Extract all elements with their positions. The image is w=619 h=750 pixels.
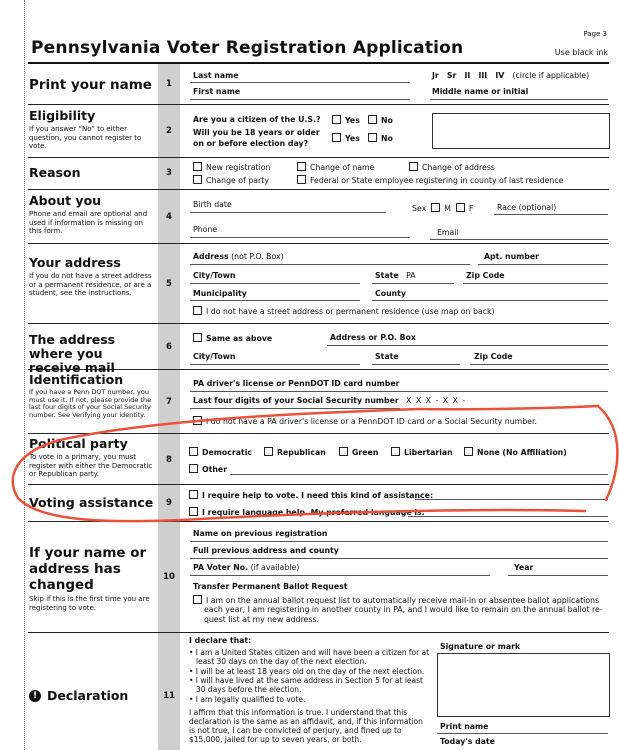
- sex-label: Sex: [412, 204, 427, 213]
- prev-name-input[interactable]: [190, 541, 608, 542]
- section-name: [29, 77, 157, 93]
- email-input[interactable]: [430, 239, 608, 240]
- section-eligibility: [29, 109, 157, 151]
- sex-m-checkbox[interactable]: [431, 203, 440, 212]
- section-number: 2: [166, 126, 172, 136]
- year-label: Year: [514, 563, 534, 572]
- transfer-checkbox[interactable]: I am on the annual ballot request list to automatically receive mail-in or absentee ballot applications: [193, 595, 599, 605]
- divider: [28, 189, 609, 190]
- suffix-jr[interactable]: Jr: [432, 71, 439, 80]
- affirm-text: I affirm that this information is true. I understand that this: [189, 708, 408, 717]
- reason-address[interactable]: Change of address: [409, 162, 495, 172]
- section-desc: If you answer “No” to either question, you cannot register to vote.: [29, 125, 142, 150]
- first-name-label: First name: [193, 87, 241, 96]
- divider: [28, 521, 609, 522]
- section-number: 8: [166, 455, 172, 465]
- municipality-label: Municipality: [193, 289, 247, 298]
- party-other[interactable]: Other: [189, 464, 227, 474]
- voter-no-input[interactable]: [190, 575, 490, 576]
- no-id-checkbox[interactable]: I do not have a PA driver's license or a PennDOT ID card or a Social Security number.: [193, 416, 537, 426]
- ssn-label: Last four digits of your Social Security number: [193, 396, 399, 405]
- divider: [28, 433, 609, 434]
- section-heading: Identification: [29, 372, 124, 387]
- section-desc: To vote in a primary, you must register with either the Democratic or Republican party.: [29, 453, 153, 478]
- state-input[interactable]: [372, 283, 454, 284]
- race-label: Race: [497, 203, 517, 212]
- section-desc: Skip if this is the first time you are registering to vote.: [29, 595, 150, 612]
- suffix-ii[interactable]: II: [464, 71, 471, 80]
- section-heading: If your name or address has changed: [29, 545, 147, 593]
- divider: [28, 323, 609, 324]
- first-name-input[interactable]: [190, 99, 410, 100]
- birth-date-input[interactable]: [190, 212, 386, 213]
- section-desc: If you do not have a street address or a permanent residence, or are a student, see the instructions.: [29, 272, 152, 297]
- citizen-question: Are you a citizen of the U.S.?: [193, 115, 321, 124]
- section-heading: About you: [29, 193, 102, 208]
- mail-state-label: State: [375, 352, 399, 361]
- mail-address-input[interactable]: [327, 345, 608, 346]
- divider: [28, 104, 609, 105]
- party-libertarian[interactable]: Libertarian: [391, 447, 453, 457]
- state-label: State: [375, 271, 399, 280]
- transfer-text-2: each year, I am registering in another county in PA, and I would like to remain on the annual ballot re-: [204, 605, 603, 614]
- eligibility-note-box: [432, 113, 610, 149]
- prev-name-label: Name on previous registration: [193, 529, 328, 538]
- mail-address-label: Address or P.O. Box: [330, 333, 416, 342]
- section-desc: Phone and email are optional and used if information is missing on this form.: [29, 210, 148, 235]
- section-heading: The address where you receive mail: [29, 332, 116, 375]
- divider: [28, 484, 609, 485]
- address-input[interactable]: [190, 264, 470, 265]
- age-question: Will you be 18 years or older: [193, 128, 320, 137]
- age-question-2: on or before election day?: [193, 139, 309, 148]
- section-heading: Political party: [29, 436, 128, 451]
- section-heading: Your address: [29, 255, 121, 270]
- declare-bullet: • I am legally qualified to vote.: [189, 695, 306, 704]
- transfer-text-3: quest list at my new address.: [204, 615, 319, 624]
- section-number: 1: [166, 79, 172, 89]
- mail-state-input[interactable]: [372, 364, 460, 365]
- declare-bullet: • I am a United States citizen and will have been a citizen for at: [189, 648, 430, 657]
- section-number: 11: [163, 691, 175, 701]
- form-page: Page 3 Pennsylvania Voter Registration Application Use black ink Print your name 1 Last name Jr Sr II III IV (circle if applicable) First name Middle name or initial Eligibility If you answer “No” to either question, you cannot register to vote. 2 Are you a citizen of the U.S.? Yes No Will you be 18 years or older on or before election day? Yes No Reason 3 New registration Change of name Change of address Change of party Federal or State employee registering in county of last residence About you Phone and email are optional and used if information is missing on this form. 4 Birth date Sex M F Race (optional) Phone Email Your address If you do not have a street address or a permanent residence, or are a student, see the instructions. 5 Address (not P.O. Box) Apt. number City/Town State PA Zip Code Municipality County I do not have a street address or permanent residence (use map on back) The address where you receive mail 6 Same as above Address or P.O. Box City/Town State Zip Code Identification If you have a Penn DOT number, you must use it. If not, please provide the last four digits of your Social Security number. See Verifying your identity. 7 PA driver's license or PennDOT ID card number Last four digits of your Social Security number X X X - X X - I do not have a PA driver's license or a PennDOT ID card or a Social Security number. Political party To vote in a primary, you must register with either the Democratic or Republican party. 8 Democratic Republican Green Libertarian None (No Affiliation) Other Voting assistance 9 I require help to vote. I need this kind of assistance: I require language help. My preferred language is: If your name or address has changed Skip if this is the first time you are registering to vote. 10 Name on previous registration Full previous address and county PA Voter No. (if available) Year Transfer Permanent Ballot Request I am on the annual ballot request list to automatically receive mail-in or absentee ballot applications each year, I am registering in another county in PA, and I would like to remain on the annual ballot re- quest list at my new address. ! Declaration 11 I declare that: • I am a United States citizen and will have been a citizen for at least 30 days on the day of the next election. • I will be at least 18 years old on the day of the next election. • I will have lived at the same address in Section 5 for at least 30 days before the election. • I am legally qualified to vote. I affirm that this information is true. I understand that this declaration is the same as an affidavit, and, if this information is not true, I can be convicted of perjury, and fined up to $15,000, jailed for up to seven years, or both. Signature or mark Print name Today's date: [0, 0, 619, 750]
- prev-address-label: Full previous address and county: [193, 546, 339, 555]
- declare-bullet: • I will be at least 18 years old on the day of the next election.: [189, 667, 425, 676]
- signature-box[interactable]: [437, 653, 610, 717]
- address-note: (not P.O. Box): [231, 252, 284, 261]
- section-number: 10: [163, 572, 175, 582]
- language-input[interactable]: [408, 516, 608, 517]
- section-heading: Voting assistance: [29, 495, 154, 510]
- declare-bullet: least 30 days on the day of the next election.: [196, 657, 367, 666]
- section-party: [29, 437, 157, 479]
- voter-no-label: PA Voter No.: [193, 563, 249, 572]
- alert-icon: !: [29, 690, 41, 702]
- help-input[interactable]: [415, 499, 608, 500]
- party-none[interactable]: None (No Affiliation): [464, 447, 567, 457]
- year-input[interactable]: [508, 575, 608, 576]
- mail-zip-input[interactable]: [470, 364, 608, 365]
- municipality-input[interactable]: [190, 300, 360, 301]
- middle-name-input[interactable]: [430, 99, 608, 100]
- section-number: 9: [166, 498, 172, 508]
- section-about: [29, 194, 157, 236]
- party-democratic[interactable]: Democratic: [189, 447, 252, 457]
- print-name-label: Print name: [440, 722, 489, 731]
- city-label: City/Town: [193, 271, 236, 280]
- phone-label: Phone: [193, 225, 218, 234]
- section-heading: Declaration: [47, 688, 129, 703]
- age-yes-checkbox[interactable]: [332, 133, 341, 142]
- section-number: 5: [166, 279, 172, 289]
- prev-address-input[interactable]: [190, 558, 608, 559]
- reason-name[interactable]: Change of name: [297, 162, 374, 172]
- section-mail: [29, 333, 157, 375]
- party-green[interactable]: Green: [339, 447, 378, 457]
- section-assistance: [29, 496, 157, 510]
- suffix-iii[interactable]: III: [478, 71, 488, 80]
- citizen-yes-checkbox[interactable]: [332, 115, 341, 124]
- city-input[interactable]: [190, 283, 360, 284]
- divider: [28, 157, 609, 158]
- print-name-input[interactable]: [437, 733, 608, 734]
- mail-city-label: City/Town: [193, 352, 236, 361]
- section-declaration: [29, 689, 157, 703]
- language-checkbox[interactable]: I require language help. My preferred language is:: [189, 507, 425, 517]
- divider: [28, 243, 609, 244]
- ssn-input[interactable]: X X X - X X -: [406, 396, 467, 405]
- no-address-checkbox[interactable]: I do not have a street address or permanent residence (use map on back): [193, 306, 495, 316]
- citizen-no-checkbox[interactable]: [368, 115, 377, 124]
- party-other-input[interactable]: [230, 474, 608, 475]
- last-name-label: Last name: [193, 71, 239, 80]
- divider: [28, 62, 609, 64]
- email-label: Email: [437, 228, 459, 237]
- state-value: PA: [406, 271, 416, 280]
- reason-federal[interactable]: Federal or State employee registering in county of last residence: [297, 175, 563, 185]
- date-label: Today's date: [440, 737, 495, 746]
- birth-date-label: Birth date: [193, 200, 232, 209]
- apt-label: Apt. number: [484, 252, 539, 261]
- section-changed: [29, 545, 157, 612]
- middle-name-label: Middle name or initial: [432, 87, 529, 96]
- declare-bullet: 30 days before the election.: [196, 685, 302, 694]
- ssn-underline: [190, 408, 400, 409]
- reason-new[interactable]: New registration: [193, 162, 270, 172]
- race-optional: (optional): [518, 203, 557, 212]
- affirm-text: declaration is the same as an affidavit, and, if this information: [189, 717, 423, 726]
- county-label: County: [375, 289, 406, 298]
- circle-note: (circle if applicable): [512, 71, 590, 80]
- address-label: Address: [193, 252, 229, 261]
- suffix-iv[interactable]: IV: [495, 71, 505, 80]
- dl-label: PA driver's license or PennDOT ID card number: [193, 379, 400, 388]
- transfer-heading: Transfer Permanent Ballot Request: [193, 582, 348, 591]
- section-desc: If you have a Penn DOT number, you must use it. If not, please provide the last four digits of your Social Security number. See Verifying your identity.: [29, 388, 152, 419]
- section-reason: [29, 166, 157, 180]
- phone-input[interactable]: [190, 237, 410, 238]
- perforation-line: [24, 0, 25, 750]
- section-heading: Eligibility: [29, 108, 96, 123]
- annotation-stroke-right: [598, 406, 617, 500]
- section-identification: [29, 373, 157, 419]
- section-heading: Print your name: [29, 77, 152, 93]
- section-number: 3: [166, 168, 172, 178]
- affirm-text: is not true, I can be convicted of perjury, and fined up to: [189, 726, 402, 735]
- zip-input[interactable]: [463, 283, 608, 284]
- section-number: 4: [166, 212, 172, 222]
- section-number: 7: [166, 397, 172, 407]
- zip-label: Zip Code: [466, 271, 505, 280]
- section-number: 6: [166, 342, 172, 352]
- ink-note: Use black ink: [554, 48, 608, 57]
- mail-zip-label: Zip Code: [474, 352, 513, 361]
- county-input[interactable]: [372, 300, 608, 301]
- voter-no-note: (if available): [250, 563, 300, 572]
- age-no-checkbox[interactable]: [368, 133, 377, 142]
- suffix-sr[interactable]: Sr: [446, 71, 457, 80]
- mail-city-input[interactable]: [190, 364, 360, 365]
- page-title: Pennsylvania Voter Registration Application: [31, 38, 464, 58]
- reason-party[interactable]: Change of party: [193, 175, 269, 185]
- declare-bullet: • I will have lived at the same address in Section 5 for at least: [189, 676, 423, 685]
- help-vote-checkbox[interactable]: I require help to vote. I need this kind of assistance:: [189, 490, 433, 500]
- declare-heading: I declare that:: [189, 636, 252, 645]
- last-name-input[interactable]: [190, 82, 410, 83]
- section-heading: Reason: [29, 165, 81, 180]
- sex-f-checkbox[interactable]: [456, 203, 465, 212]
- apt-input[interactable]: [478, 264, 608, 265]
- section-address: [29, 256, 157, 298]
- annotation-stroke-top: [420, 406, 598, 409]
- party-republican[interactable]: Republican: [264, 447, 326, 457]
- dl-input[interactable]: [190, 391, 608, 392]
- page-number: Page 3: [583, 30, 607, 38]
- signature-label: Signature or mark: [440, 642, 521, 651]
- affirm-text: $15,000, jailed for up to seven years, or both.: [189, 735, 362, 744]
- divider: [28, 632, 609, 633]
- race-input[interactable]: [494, 214, 608, 215]
- same-as-above-checkbox[interactable]: Same as above: [193, 333, 272, 343]
